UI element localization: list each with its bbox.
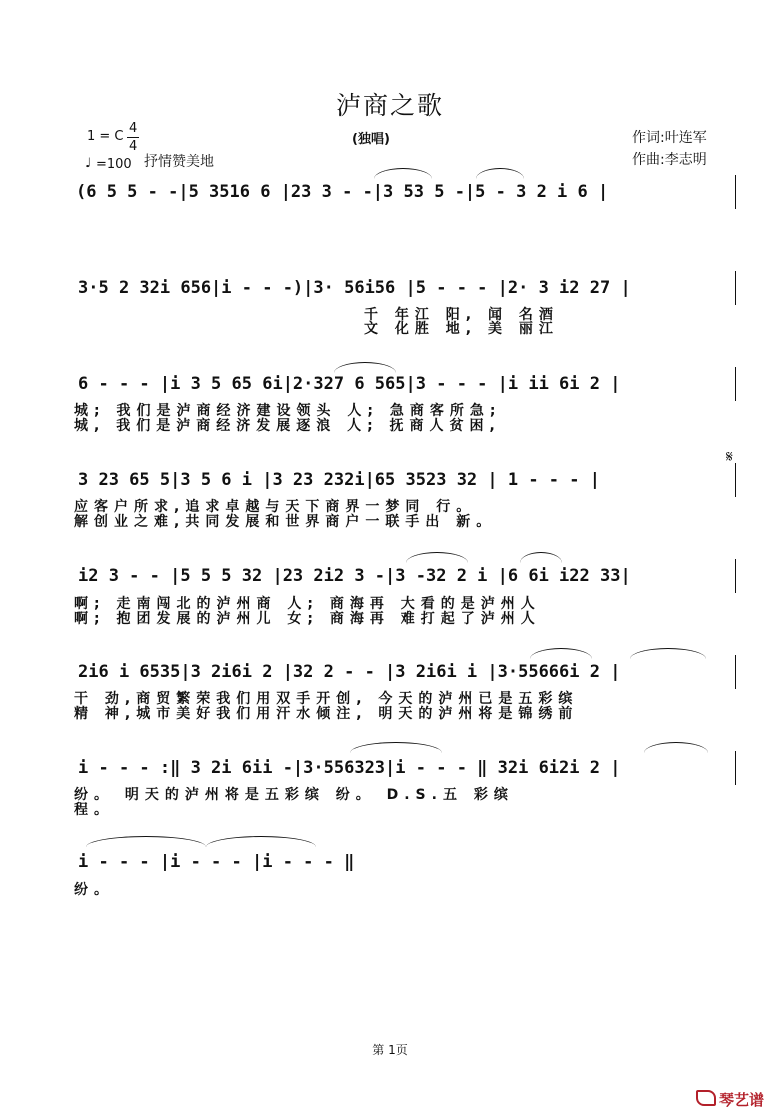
lyrics-row-3-verse-1: 城; 我们是泸商经济建设领头 人; 急商客所急;: [74, 403, 502, 419]
tie-mark: [374, 168, 432, 179]
lyrics-row-8-verse-1: 纷。: [74, 882, 114, 898]
tie-mark: [630, 648, 706, 659]
notation-row-4: 3 23 65 5|3 5 6 i |3 23 232i|65 3523 32 | 1 - - - |: [78, 470, 600, 490]
notation-row-2: 3·5 2 32i 656|i - - -)|3· 56i56 |5 - - - |2· 3 i2 27 |: [78, 278, 631, 298]
notation-row-5: i2 3 - - |5 5 5 32 |23 2i2 3 -|3 -32 2 i |6 6i i22 33|: [78, 566, 631, 586]
tempo-marking: =100: [96, 157, 132, 172]
logo-text: 琴艺谱: [718, 1091, 764, 1109]
logo-icon: [696, 1090, 716, 1106]
part-label: (独唱): [352, 132, 390, 147]
notation-row-6: 2i6 i 6535|3 2i6i 2 |32 2 - - |3 2i6i i |3·55666i 2 |: [78, 662, 621, 682]
segno-icon: 𝄋: [726, 447, 733, 466]
song-title: 泸商之歌: [335, 91, 444, 120]
lyrics-row-5-verse-2: 啊; 抱团发展的泸州儿 女; 商海再 难打起了泸州人: [74, 611, 541, 627]
key-signature: 1 = C: [87, 129, 124, 144]
lyrics-row-6-verse-2: 精 神,城市美好我们用汗水倾注, 明天的泸州将是锦绣前: [74, 706, 579, 722]
tie-mark: [644, 742, 708, 753]
lyrics-row-4-verse-1: 应客户所求,追求卓越与天下商界一梦同 行。: [74, 499, 477, 515]
barline: [735, 175, 736, 209]
barline: [735, 655, 736, 689]
time-signature-top: 4: [129, 121, 138, 136]
barline: [735, 463, 736, 497]
lyrics-row-2-verse-2: 文 化胜 地, 美 丽江: [364, 321, 559, 337]
barline: [735, 559, 736, 593]
barline: [735, 751, 736, 785]
tie-mark: [476, 168, 524, 179]
notation-row-7: i - - - :‖ 3 2i 6ii -|3·556323|i - - - ‖ 32i 6i2i 2 |: [78, 758, 621, 778]
lyrics-row-2-verse-1: 千 年江 阳, 闻 名酒: [364, 307, 559, 323]
lyrics-row-3-verse-2: 城, 我们是泸商经济发展逐浪 人; 抚商人贫困,: [74, 418, 501, 434]
time-signature-bottom: 4: [129, 139, 138, 154]
tie-mark: [206, 836, 316, 847]
tie-mark: [530, 648, 592, 659]
tie-mark: [334, 362, 396, 373]
tie-mark: [406, 552, 468, 563]
tempo-note-icon: ♩: [85, 156, 92, 171]
notation-row-1: (6 5 5 - -|5 3516 6 |23 3 - -|3 53 5 -|5 - 3 2 i 6 |: [76, 182, 609, 202]
composer-credit: 作曲:李志明: [632, 152, 707, 168]
lyrics-row-4-verse-2: 解创业之难,共同发展和世界商户一联手出 新。: [74, 514, 497, 530]
lyrics-row-6-verse-1: 干 劲,商贸繁荣我们用双手开创, 今天的泸州已是五彩缤: [74, 691, 579, 707]
lyricist-credit: 作词:叶连军: [632, 130, 707, 146]
notation-row-8: i - - - |i - - - |i - - - ‖: [78, 852, 355, 872]
barline: [735, 367, 736, 401]
lyrics-row-5-verse-1: 啊; 走南闯北的泸州商 人; 商海再 大看的是泸州人: [74, 596, 541, 612]
time-signature-line: [127, 137, 139, 138]
page-number: 第 1页: [372, 1043, 408, 1057]
tie-mark: [350, 742, 442, 753]
site-logo[interactable]: [696, 1089, 764, 1110]
tie-mark: [86, 836, 206, 847]
lyrics-row-7-verse-2: 程。: [74, 802, 114, 818]
notation-row-3: 6 - - - |i 3 5 65 6i|2·327 6 565|3 - - - |i ii 6i 2 |: [78, 374, 621, 394]
lyrics-row-7-verse-1: 纷。 明天的泸州将是五彩缤 纷。 D.S.五 彩缤: [74, 787, 514, 803]
expression-marking: 抒情赞美地: [144, 154, 214, 170]
barline: [735, 271, 736, 305]
tie-mark: [520, 552, 562, 563]
